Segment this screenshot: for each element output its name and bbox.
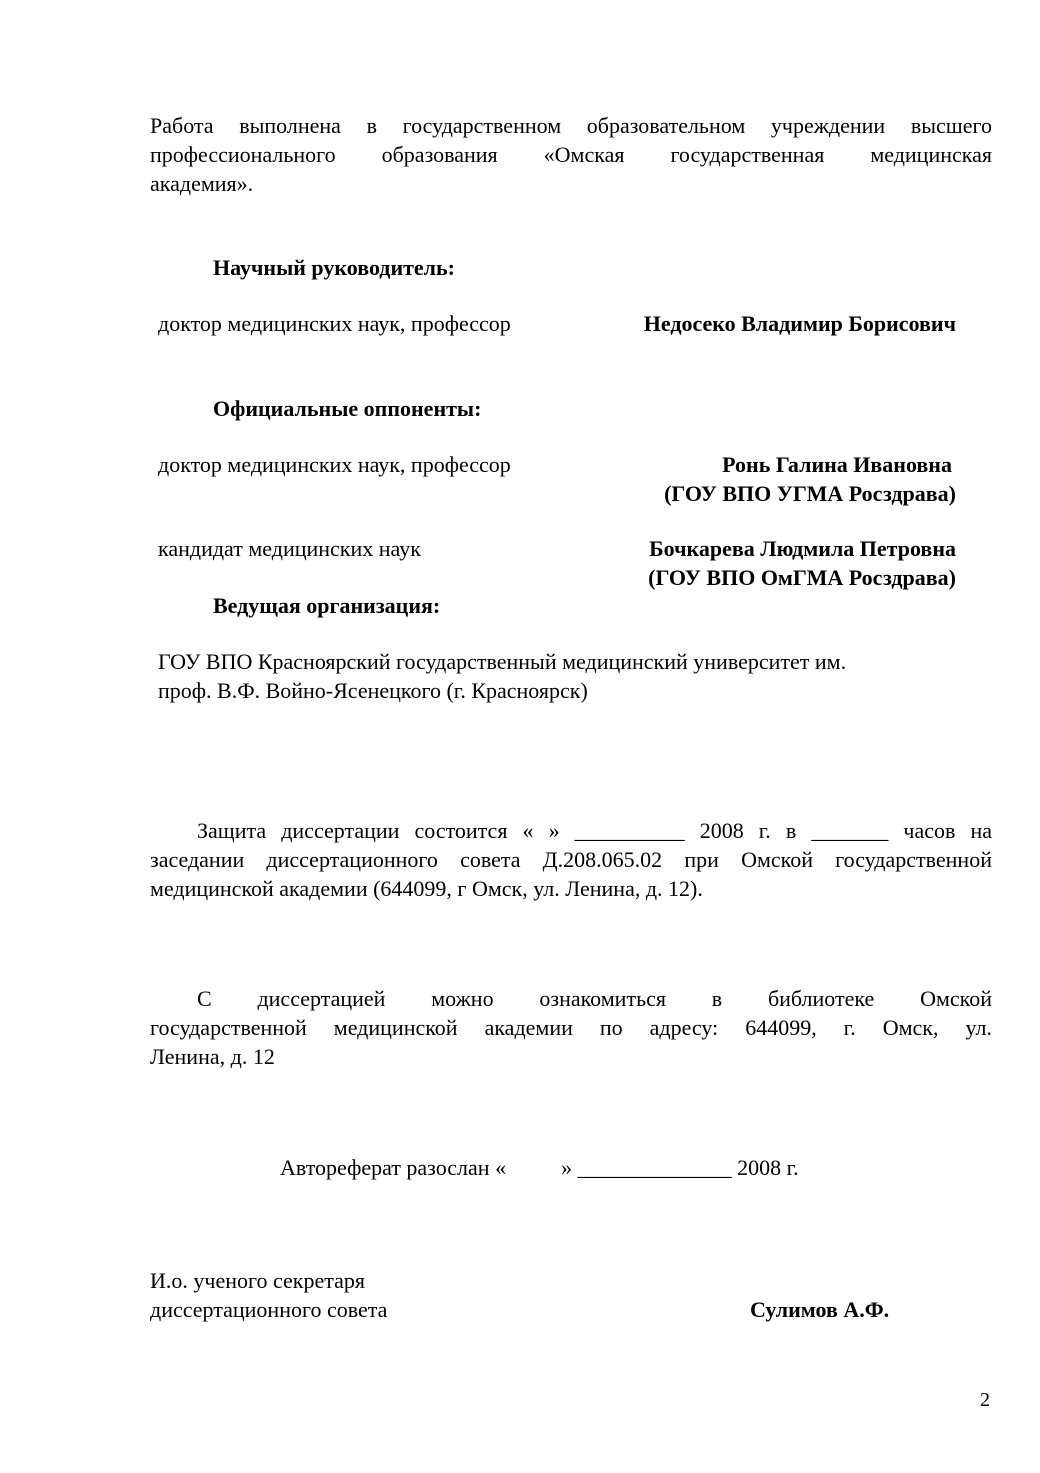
word: С <box>197 986 212 1011</box>
intro-line-1 <box>150 113 992 139</box>
word: Защита <box>197 818 267 843</box>
opponent-2-org: (ГОУ ВПО ОмГМА Росздрава) <box>648 565 956 590</box>
word: государственная <box>670 142 825 167</box>
lead-org-line-1: ГОУ ВПО Красноярский государственный медицинский университет им. <box>158 649 847 674</box>
word: » <box>548 818 560 843</box>
secretary-line-2: диссертационного совета <box>150 1297 388 1322</box>
word: медицинской <box>333 1015 458 1040</box>
word: состоится <box>414 818 508 843</box>
word: библиотеке <box>767 986 875 1011</box>
word: диссертацией <box>257 986 386 1011</box>
word: _______ <box>811 818 889 843</box>
defense-line-2 <box>150 847 992 873</box>
opponent-2-title: кандидат медицинских наук <box>158 536 421 561</box>
word: высшего <box>910 113 992 138</box>
word: образовательном <box>586 113 746 138</box>
word: государственной <box>835 847 992 872</box>
word: в <box>711 986 723 1011</box>
word: « <box>522 818 534 843</box>
word: на <box>970 818 992 843</box>
opponent-1-name: Ронь Галина Ивановна <box>722 452 952 477</box>
word: Омской <box>920 986 992 1011</box>
word: академии <box>484 1015 573 1040</box>
word: выполнена <box>239 113 341 138</box>
intro-line-3: академия». <box>150 171 254 196</box>
opponents-heading: Официальные оппоненты: <box>213 396 482 421</box>
defense-line-1 <box>197 818 992 844</box>
supervisor-title: доктор медицинских наук, профессор <box>158 311 511 336</box>
word: медицинская <box>870 142 992 167</box>
word: образования <box>381 142 498 167</box>
word: 644099, <box>745 1015 817 1040</box>
word: в <box>785 818 797 843</box>
word: государственном <box>402 113 562 138</box>
opponent-2-name: Бочкарева Людмила Петровна <box>649 536 956 561</box>
word: Д.208.065.02 <box>542 847 663 872</box>
word: можно <box>431 986 494 1011</box>
sent-line: Автореферат разослан « » ______________ 2008 г. <box>280 1155 799 1180</box>
library-line-3: Ленина, д. 12 <box>150 1044 275 1069</box>
word: при <box>684 847 719 872</box>
supervisor-heading: Научный руководитель: <box>213 255 455 280</box>
word: заседании <box>150 847 245 872</box>
library-line-1 <box>197 986 992 1012</box>
word: государственной <box>150 1015 307 1040</box>
word: ул. <box>965 1015 992 1040</box>
secretary-line-1: И.о. ученого секретаря <box>150 1268 365 1293</box>
word: по <box>599 1015 623 1040</box>
page-number: 2 <box>980 1389 990 1411</box>
word: г. <box>758 818 771 843</box>
lead-org-heading: Ведущая организация: <box>213 593 441 618</box>
word: «Омская <box>543 142 625 167</box>
defense-line-3: медицинской академии (644099, г Омск, ул. Ленина, д. 12). <box>150 876 703 901</box>
word: 2008 <box>699 818 744 843</box>
word: диссертационного <box>266 847 438 872</box>
word: в <box>366 113 377 138</box>
word: Омск, <box>882 1015 939 1040</box>
opponent-1-org: (ГОУ ВПО УГМА Росздрава) <box>664 481 956 506</box>
lead-org-line-2: проф. В.Ф. Войно-Ясенецкого (г. Красноярск) <box>158 678 588 703</box>
word: ознакомиться <box>539 986 666 1011</box>
intro-line-2 <box>150 142 992 168</box>
library-line-2 <box>150 1015 992 1041</box>
opponent-1-title: доктор медицинских наук, профессор <box>158 452 511 477</box>
word: диссертации <box>281 818 400 843</box>
word: Омской <box>741 847 813 872</box>
word: г. <box>843 1015 856 1040</box>
word: __________ <box>574 818 685 843</box>
word: адресу: <box>649 1015 719 1040</box>
word: Работа <box>150 113 214 138</box>
word: часов <box>903 818 956 843</box>
word: профессионального <box>150 142 336 167</box>
supervisor-name: Недосеко Владимир Борисович <box>643 311 956 336</box>
word: учреждении <box>770 113 886 138</box>
secretary-name: Сулимов А.Ф. <box>750 1297 890 1322</box>
word: совета <box>460 847 521 872</box>
